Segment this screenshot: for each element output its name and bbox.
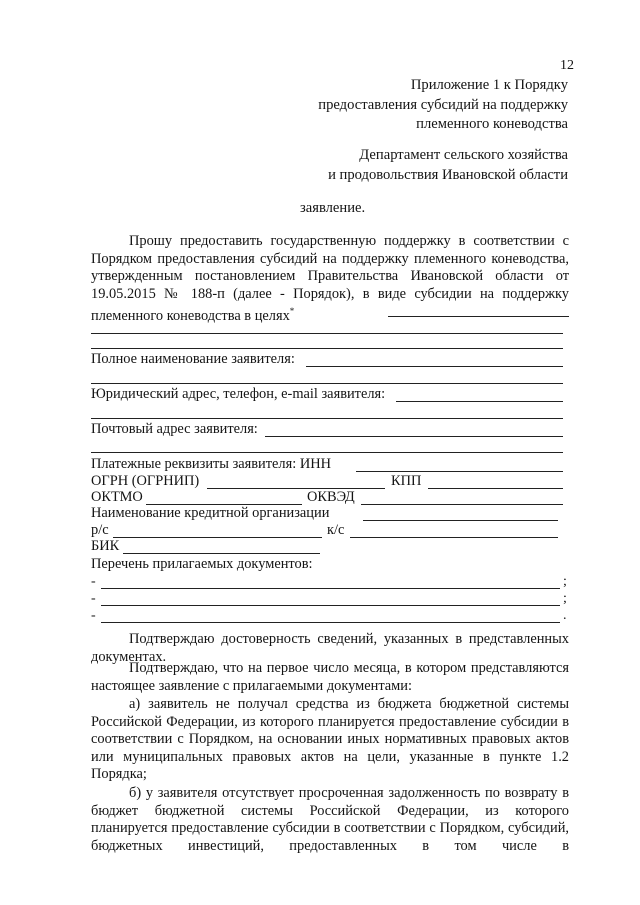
bik-label: БИК: [91, 538, 120, 554]
inn-field[interactable]: [356, 471, 563, 472]
purpose-line-3[interactable]: [91, 348, 563, 349]
bank-name-field[interactable]: [363, 520, 558, 521]
bank-name-label: Наименование кредитной организации: [91, 505, 330, 521]
postal-address-field-2[interactable]: [91, 452, 563, 453]
item-a-paragraph: [91, 696, 569, 784]
doc-item-1-dash: -: [91, 574, 96, 589]
bik-field[interactable]: [123, 553, 320, 554]
legal-address-field-2[interactable]: [91, 418, 563, 419]
doc-item-1-field[interactable]: [101, 588, 560, 589]
doc-item-2-field[interactable]: [101, 605, 560, 606]
legal-address-field[interactable]: [396, 401, 563, 402]
oktmo-label: ОКТМО: [91, 489, 143, 505]
document-title: заявление.: [300, 200, 366, 216]
rs-label: р/с: [91, 522, 109, 538]
item-a-text: а) заявитель не получал средства из бюджета бюджетной системы Российской Федерации, из которого планируется предоставление субсидии в соответствии с Порядком, на основании иных нормативных правовых актов или муниципальных правовых актов на цели, указанные в пункте 1.2 Порядка;: [91, 696, 569, 783]
doc-item-3-dash: -: [91, 608, 96, 623]
doc-item-3-end: .: [563, 608, 567, 623]
confirm2-paragraph: [91, 660, 569, 695]
confirm2-text: Подтверждаю, что на первое число месяца, в котором представляются настоящее заявление с прилагаемыми документами:: [91, 660, 569, 694]
kpp-field[interactable]: [428, 488, 563, 489]
page-number: 12: [560, 58, 574, 73]
item-b-text: б) у заявителя отсутствует просроченная задолженность по возврату в бюджет бюджетной системы Российской Федерации, из которого планируется предоставление субсидии в соответствии с Порядком, субсидий, бюджетных инвестиций, предоставленных в том числе в: [91, 785, 569, 854]
addressee-line-2: и продовольствия Ивановской области: [328, 166, 568, 183]
ks-label: к/с: [327, 522, 345, 538]
footnote-mark: *: [289, 306, 295, 317]
ks-field[interactable]: [350, 537, 558, 538]
okved-field[interactable]: [361, 504, 563, 505]
appendix-line-2: предоставления субсидий на поддержку: [318, 96, 568, 113]
intro-text: Прошу предоставить государственную поддержку в соответствии с Порядком предоставления субсидий на поддержку племенного коневодства, утвержденным постановлением Правительства Ивановской области от 19.05.2015 № 188-п (далее - Порядок), в виде субсидии на поддержку племенного коневодства в целях: [91, 233, 569, 325]
appendix-header: [318, 76, 568, 135]
full-name-field-2[interactable]: [91, 383, 563, 384]
doc-item-2-dash: -: [91, 591, 96, 606]
doc-item-3-field[interactable]: [101, 622, 560, 623]
appendix-line-1: Приложение 1 к Порядку: [410, 77, 568, 93]
addressee-block: [328, 146, 568, 185]
kpp-label: КПП: [391, 473, 422, 489]
full-name-label: Полное наименование заявителя:: [91, 351, 295, 367]
intro-paragraph: [91, 233, 569, 326]
ogrn-label: ОГРН (ОГРНИП): [91, 473, 200, 489]
addressee-line-1: Департамент сельского хозяйства: [359, 147, 568, 163]
confirm-text: Подтверждаю достоверность сведений, указанных в представленных документах.: [91, 631, 569, 665]
purpose-line-2[interactable]: [91, 333, 563, 334]
postal-address-field[interactable]: [265, 436, 563, 437]
rs-field[interactable]: [113, 537, 322, 538]
appendix-line-3: племенного коневодства: [416, 116, 568, 132]
docs-list-label: Перечень прилагаемых документов:: [91, 556, 313, 572]
purpose-line-1[interactable]: [388, 316, 569, 317]
full-name-field[interactable]: [306, 366, 563, 367]
doc-item-2-end: ;: [563, 591, 567, 606]
item-b-paragraph: [91, 785, 569, 873]
inn-label: Платежные реквизиты заявителя: ИНН: [91, 456, 332, 472]
postal-address-label: Почтовый адрес заявителя:: [91, 421, 258, 437]
doc-item-1-end: ;: [563, 574, 567, 589]
okved-label: ОКВЭД: [307, 489, 355, 505]
ogrn-field[interactable]: [207, 488, 385, 489]
legal-address-label: Юридический адрес, телефон, e-mail заявителя:: [91, 386, 386, 402]
